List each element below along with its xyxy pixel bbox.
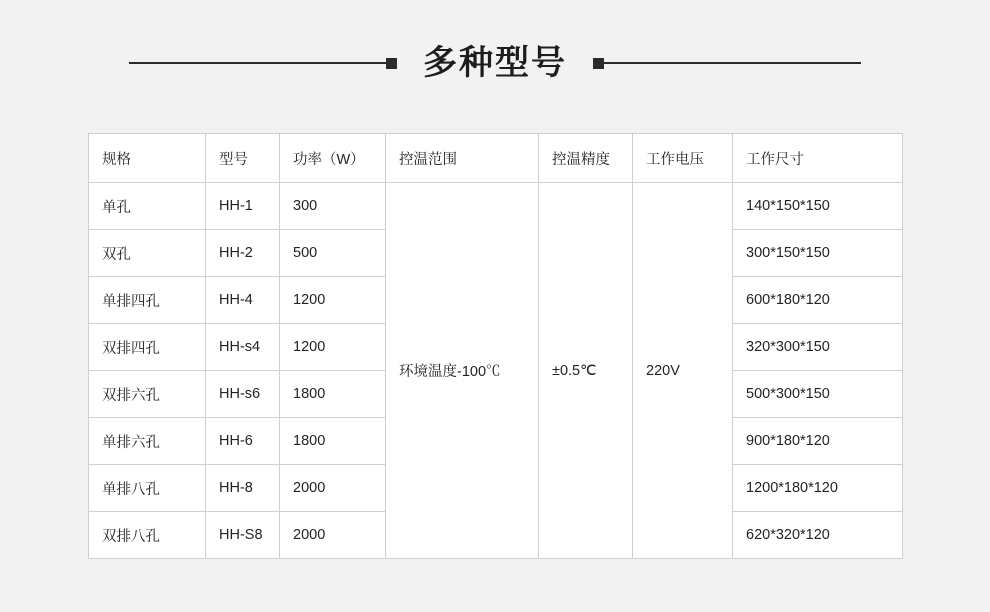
cell-model: HH-2	[206, 230, 280, 277]
cell-voltage: 220V	[633, 183, 733, 559]
spec-table-container	[88, 133, 902, 559]
cell-model: HH-4	[206, 277, 280, 324]
table-header-cell: 功率（W）	[280, 134, 386, 183]
cell-power: 1800	[280, 418, 386, 465]
section-title	[0, 32, 990, 94]
cell-model: HH-6	[206, 418, 280, 465]
cell-power: 300	[280, 183, 386, 230]
cell-temp-range: 环境温度-100℃	[386, 183, 539, 559]
title-rule-left	[129, 62, 397, 64]
cell-temp-accuracy: ±0.5℃	[539, 183, 633, 559]
table-row	[89, 183, 903, 230]
cell-model: HH-s4	[206, 324, 280, 371]
cell-model: HH-1	[206, 183, 280, 230]
cell-spec: 双排四孔	[89, 324, 206, 371]
cell-power: 2000	[280, 512, 386, 559]
cell-power: 500	[280, 230, 386, 277]
cell-spec: 单排八孔	[89, 465, 206, 512]
page-title: 多种型号	[423, 44, 567, 82]
cell-size: 500*300*150	[733, 371, 903, 418]
cell-power: 1200	[280, 277, 386, 324]
cell-model: HH-8	[206, 465, 280, 512]
cell-size: 600*180*120	[733, 277, 903, 324]
cell-size: 620*320*120	[733, 512, 903, 559]
table-header-cell: 控温范围	[386, 134, 539, 183]
cell-spec: 双孔	[89, 230, 206, 277]
cell-size: 300*150*150	[733, 230, 903, 277]
table-header-cell: 工作电压	[633, 134, 733, 183]
cell-spec: 单排四孔	[89, 277, 206, 324]
cell-size: 900*180*120	[733, 418, 903, 465]
cell-model: HH-S8	[206, 512, 280, 559]
table-header-cell: 控温精度	[539, 134, 633, 183]
table-header-cell: 型号	[206, 134, 280, 183]
cell-size: 1200*180*120	[733, 465, 903, 512]
square-marker-right-icon	[593, 58, 604, 69]
cell-model: HH-s6	[206, 371, 280, 418]
cell-power: 1800	[280, 371, 386, 418]
cell-spec: 双排六孔	[89, 371, 206, 418]
cell-size: 320*300*150	[733, 324, 903, 371]
table-header-cell: 规格	[89, 134, 206, 183]
table-header-row	[89, 134, 903, 183]
spec-table	[88, 133, 903, 559]
cell-power: 1200	[280, 324, 386, 371]
table-header-cell: 工作尺寸	[733, 134, 903, 183]
title-rule-right	[593, 62, 861, 64]
cell-spec: 双排八孔	[89, 512, 206, 559]
cell-spec: 单排六孔	[89, 418, 206, 465]
square-marker-left-icon	[386, 58, 397, 69]
cell-size: 140*150*150	[733, 183, 903, 230]
cell-power: 2000	[280, 465, 386, 512]
cell-spec: 单孔	[89, 183, 206, 230]
